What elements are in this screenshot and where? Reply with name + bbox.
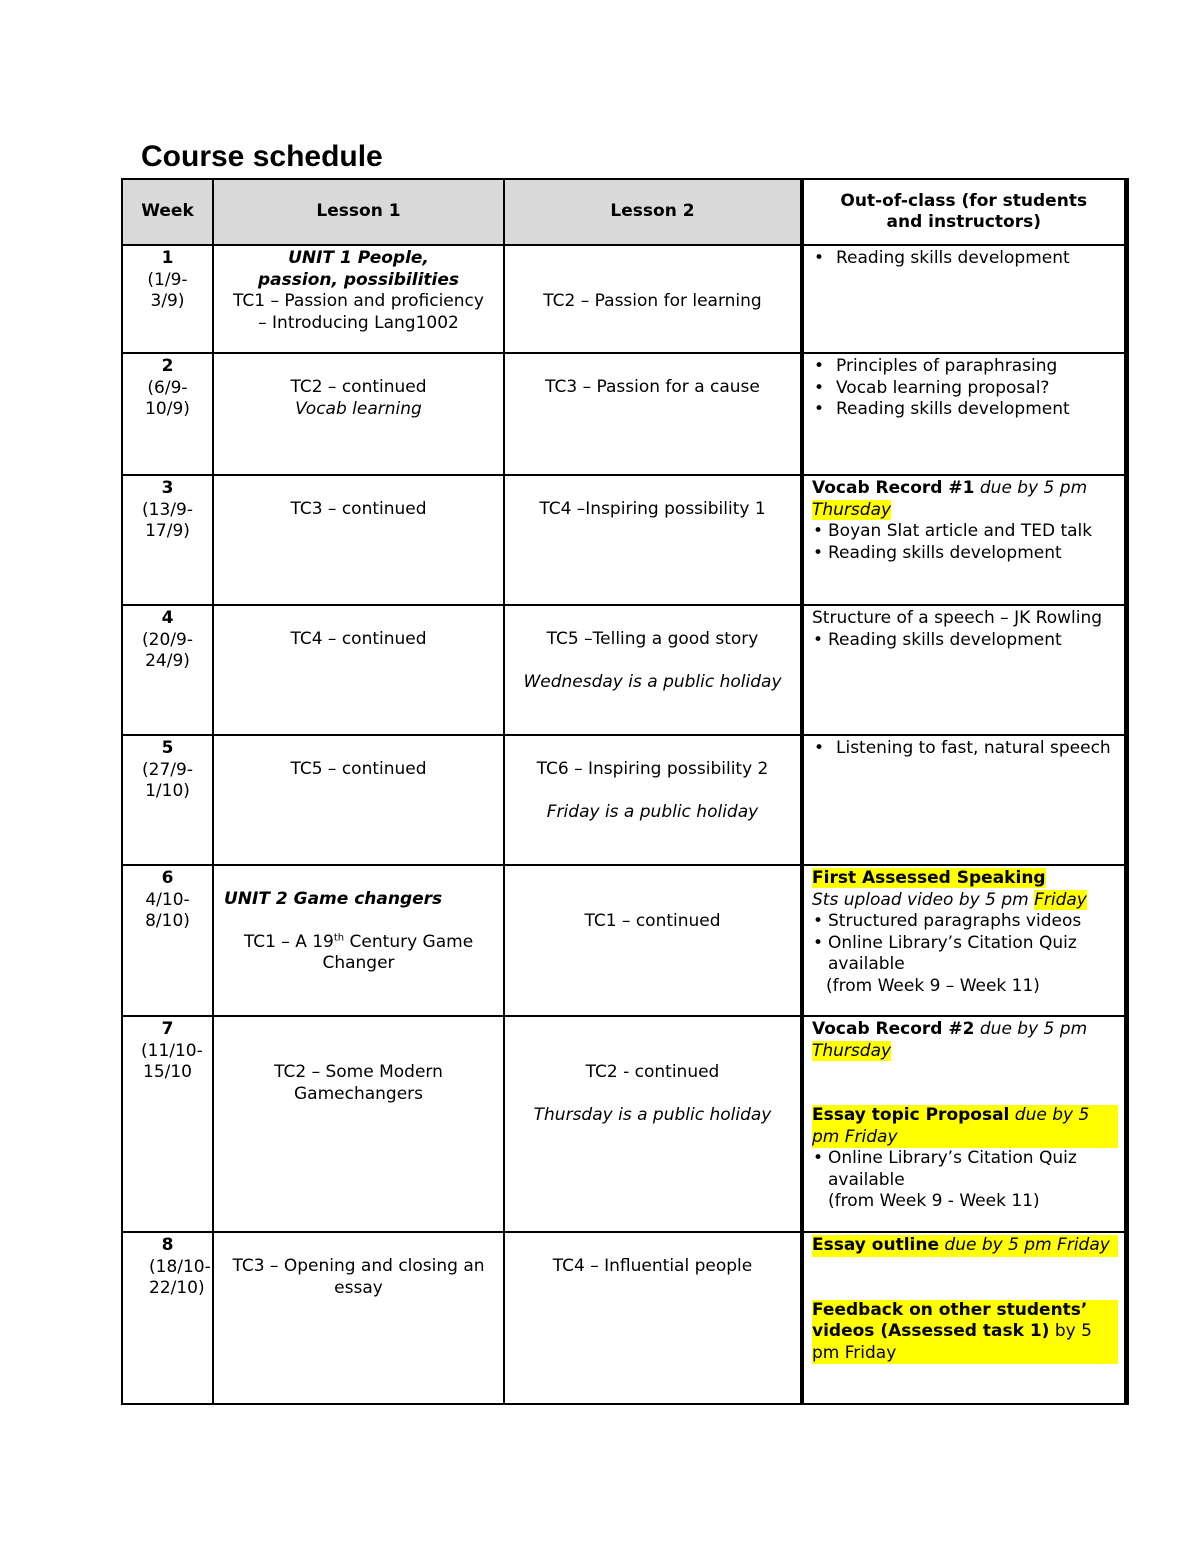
- list-item: • Online Library’s Citation Quiz available: [813, 932, 1077, 974]
- deadline-day: Thursday: [812, 1040, 892, 1061]
- table-row: [122, 353, 1126, 475]
- header-lesson-2: Lesson 2: [504, 179, 802, 245]
- week-dates: (13/9-17/9): [142, 499, 193, 541]
- week-cell: [122, 1232, 213, 1404]
- list-item: • Reading skills development: [813, 629, 1062, 650]
- out-of-class-cell: [802, 1232, 1126, 1404]
- week-number: 1: [161, 248, 174, 268]
- list-item: • Reading skills development: [814, 248, 1070, 268]
- list-item: • Structured paragraphs videos: [813, 911, 1082, 931]
- week-number: 2: [161, 356, 174, 376]
- lesson-1-cell: [213, 865, 504, 1016]
- list-item: • Principles of paraphrasing: [814, 356, 1058, 376]
- out-of-class-cell: [802, 865, 1126, 1016]
- out-of-class-cell: [802, 735, 1126, 865]
- availability-note: (from Week 9 – Week 11): [826, 975, 1040, 996]
- deadline-title-2: Essay topic Proposal: [812, 1105, 1010, 1125]
- out-of-class-cell: [802, 353, 1126, 475]
- table-row: [122, 735, 1126, 865]
- unit-title: UNIT 2 Game changers: [224, 889, 443, 909]
- table-row: [122, 475, 1126, 605]
- bullet-list: [812, 248, 1118, 270]
- lesson-2-cell: [504, 735, 802, 865]
- week-dates: (18/10-22/10): [149, 1256, 211, 1298]
- lesson-2-text: TC1 – continued: [584, 911, 721, 931]
- holiday-note: Thursday is a public holiday: [533, 1104, 772, 1125]
- lesson-1-cell: [213, 1016, 504, 1232]
- deadline: Vocab Record #2 due by 5 pm: [812, 1019, 1088, 1039]
- deadline-2: Essay topic Proposal due by 5 pm Friday: [812, 1105, 1118, 1148]
- deadline-2: Feedback on other students’ videos (Assessed task 1) by 5 pm Friday: [812, 1300, 1118, 1365]
- lesson-2-cell: [504, 245, 802, 353]
- lesson-2-cell: [504, 1232, 802, 1404]
- lesson-1-text: TC3 – Opening and closing an essay: [232, 1256, 485, 1298]
- deadline: Vocab Record #1 due by 5 pm: [812, 478, 1088, 498]
- week-dates: (6/9-10/9): [145, 377, 190, 419]
- lesson-1-cell: [213, 605, 504, 735]
- out-of-class-text: Structure of a speech – JK Rowling: [812, 608, 1103, 628]
- holiday-note: Wednesday is a public holiday: [523, 671, 782, 692]
- deadline-day: Thursday: [812, 499, 892, 520]
- week-dates: (11/10-15/10: [141, 1040, 203, 1082]
- week-cell: [122, 475, 213, 605]
- lesson-1-text: TC2 – continued: [290, 377, 427, 397]
- lesson-2-text: TC5 –Telling a good story: [546, 629, 759, 649]
- holiday-note: Friday is a public holiday: [546, 801, 759, 822]
- week-cell: [122, 245, 213, 353]
- week-number: 8: [161, 1235, 174, 1255]
- bullet-list: [812, 356, 1118, 421]
- lesson-1-text-2: – Introducing Lang1002: [258, 312, 459, 333]
- week-number: 5: [161, 738, 174, 758]
- table-row: [122, 1016, 1126, 1232]
- table-row: [122, 1232, 1126, 1404]
- header-lesson-1: Lesson 1: [213, 179, 504, 245]
- week-number: 7: [161, 1019, 174, 1039]
- lesson-1-cell: [213, 353, 504, 475]
- table-row: [122, 605, 1126, 735]
- lesson-1-text: TC4 – continued: [290, 629, 427, 649]
- lesson-2-cell: [504, 475, 802, 605]
- week-cell: [122, 605, 213, 735]
- week-number: 3: [161, 478, 174, 498]
- week-dates: 4/10-8/10): [145, 889, 190, 931]
- lesson-1-text: TC1 – Passion and proficiency: [233, 291, 484, 311]
- deadline-title: Vocab Record #2: [812, 1019, 975, 1039]
- week-cell: [122, 1016, 213, 1232]
- lesson-1-cell: [213, 245, 504, 353]
- lesson-1-text: TC2 – Some Modern Gamechangers: [274, 1062, 443, 1104]
- deadline-detail: Sts upload video by 5 pm Friday: [812, 889, 1087, 910]
- bullet-list: [812, 911, 1118, 976]
- week-number: 6: [161, 868, 174, 888]
- header-week: Week: [122, 179, 213, 245]
- list-item: • Listening to fast, natural speech: [814, 738, 1111, 758]
- lesson-2-text: TC4 –Inspiring possibility 1: [539, 499, 766, 519]
- bullet-list: [812, 738, 1118, 760]
- lesson-2-cell: [504, 353, 802, 475]
- header-out-of-class: Out-of-class (for students and instructors): [802, 179, 1126, 245]
- lesson-2-text: TC2 - continued: [585, 1062, 720, 1082]
- table-row: [122, 245, 1126, 353]
- deadline-title: First Assessed Speaking: [812, 868, 1046, 888]
- lesson-1-text: TC5 – continued: [290, 759, 427, 779]
- lesson-2-text: TC3 – Passion for a cause: [545, 377, 760, 397]
- list-item: • Vocab learning proposal?: [814, 377, 1050, 398]
- lesson-2-text: TC2 – Passion for learning: [543, 291, 762, 311]
- unit-title: UNIT 1 People, passion, possibilities: [257, 248, 460, 290]
- availability-note: (from Week 9 - Week 11): [828, 1191, 1040, 1211]
- bullet-list: [812, 521, 1118, 564]
- week-cell: [122, 735, 213, 865]
- lesson-1-cell: [213, 735, 504, 865]
- lesson-2-cell: [504, 865, 802, 1016]
- table-row: [122, 865, 1126, 1016]
- bullet-list: [812, 1148, 1118, 1191]
- week-cell: [122, 865, 213, 1016]
- list-item: • Boyan Slat article and TED talk: [813, 521, 1093, 541]
- week-number: 4: [161, 608, 174, 628]
- week-dates: (27/9-1/10): [142, 759, 193, 801]
- week-dates: (1/9-3/9): [147, 269, 188, 311]
- out-of-class-cell: [802, 245, 1126, 353]
- week-cell: [122, 353, 213, 475]
- list-item: • Reading skills development: [813, 542, 1062, 563]
- header-row: [122, 179, 1126, 245]
- list-item: • Reading skills development: [814, 399, 1070, 419]
- lesson-1-text: TC3 – continued: [290, 499, 427, 519]
- lesson-2-cell: [504, 1016, 802, 1232]
- week-dates: (20/9-24/9): [142, 629, 193, 671]
- course-schedule-table: [121, 178, 1129, 1405]
- deadline-title-2: Feedback on other students’ videos (Assessed task 1): [812, 1299, 1088, 1341]
- lesson-1-text: TC1 – A 19th Century Game Changer: [243, 931, 474, 973]
- out-of-class-cell: [802, 1016, 1126, 1232]
- deadline-title: Vocab Record #1: [812, 478, 975, 498]
- lesson-2-text: TC4 – Influential people: [552, 1256, 753, 1276]
- lesson-2-cell: [504, 605, 802, 735]
- bullet-list: [812, 630, 1118, 652]
- out-of-class-cell: [802, 475, 1126, 605]
- page-title: Course schedule: [141, 140, 383, 173]
- out-of-class-cell: [802, 605, 1126, 735]
- lesson-1-note: Vocab learning: [295, 398, 422, 419]
- deadline: Essay outline due by 5 pm Friday: [812, 1235, 1118, 1257]
- lesson-1-cell: [213, 475, 504, 605]
- deadline-title: Essay outline: [812, 1235, 939, 1255]
- list-item: • Online Library’s Citation Quiz available: [813, 1148, 1077, 1190]
- lesson-1-cell: [213, 1232, 504, 1404]
- lesson-2-text: TC6 – Inspiring possibility 2: [536, 759, 769, 779]
